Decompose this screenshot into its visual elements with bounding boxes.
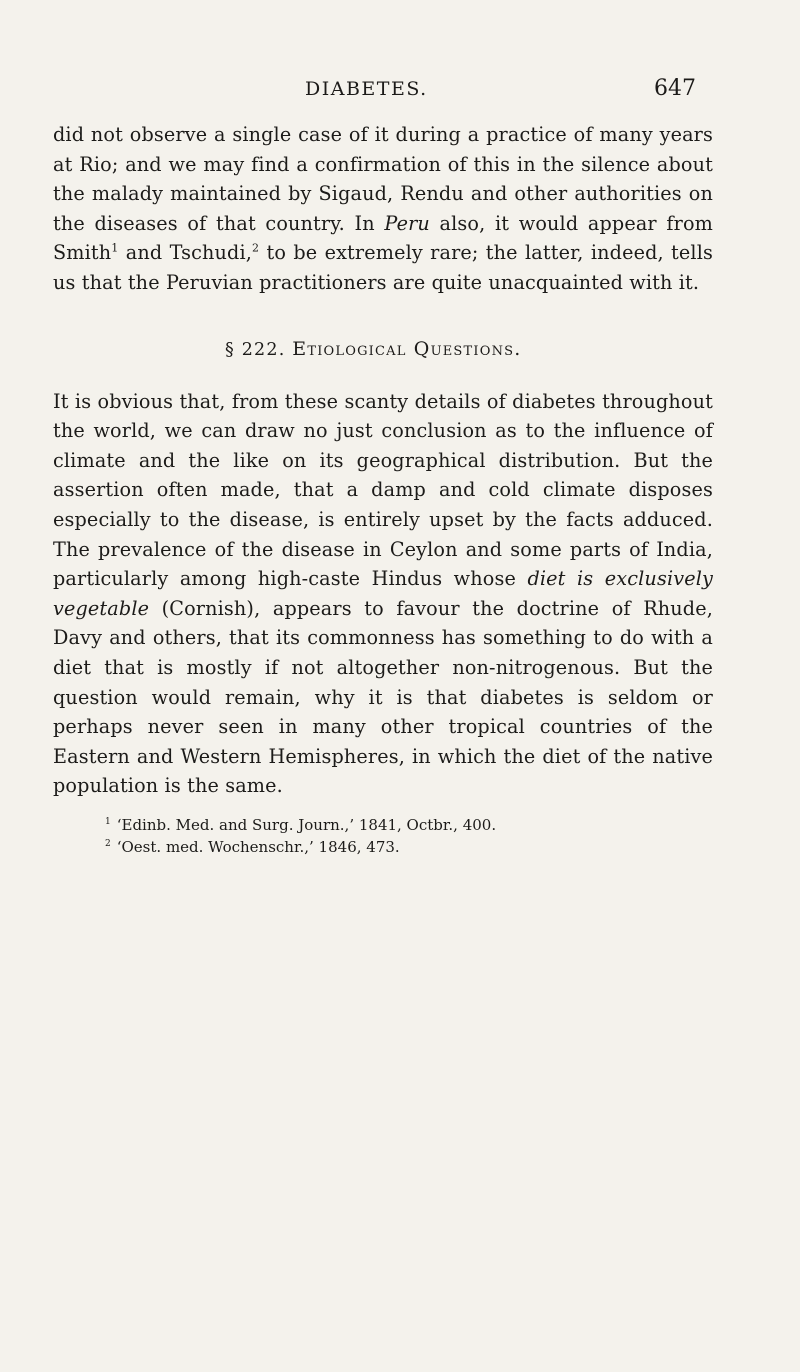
paragraph-2	[53, 387, 713, 801]
footnote-ref-1: 1	[111, 241, 119, 255]
paragraph-1-text-d: to be extremely rare; the latter, indeed, tells us that the Peruvian practitioners are quite unacquainted with it.	[53, 241, 713, 294]
paragraph-1-text-c: and Tschudi,	[118, 241, 253, 265]
footnote-ref-2: 2	[252, 241, 260, 255]
section-number: § 222.	[225, 339, 286, 360]
footnote-2-mark: 2	[105, 838, 111, 849]
footnote-2-text: ‘Oest. med. Wochenschr.,’ 1846, 473.	[116, 837, 400, 856]
paragraph-2-text-b: (Cornish), appears to favour the doctrine of Rhude, Davy and others, that its commonness has something to do with a diet that is mostly if not altogether non-nitrogenous. But the question would remain, why it is that diabetes is seldom or perhaps never seen in many other tropical countries of the Eastern and Western Hemispheres, in which the diet of the native population is the same.	[53, 596, 713, 798]
running-title: DIABETES.	[305, 78, 428, 100]
footnotes	[53, 813, 713, 857]
paragraph-1-text-b: also, it would appear from Smith	[53, 211, 713, 265]
paragraph-2-text-a: It is obvious that, from these scanty details of diabetes throughout the world, we can draw no just conclusion as to the influence of climate and the like on its geographical distribution. But the assertion often made, that a damp and cold climate disposes especially to the disease, is entirely upset by the facts adduced. The prevalence of the disease in Ceylon and some parts of India, particularly among high-caste Hindus whose	[53, 389, 713, 591]
section-heading	[53, 338, 713, 360]
page-number: 647	[654, 76, 696, 101]
footnote-2	[105, 835, 713, 857]
peru-italic: Peru	[384, 211, 430, 235]
footnote-1	[105, 813, 713, 835]
text-block	[53, 120, 713, 857]
footnote-1-mark: 1	[105, 816, 111, 827]
section-title: Etiological Questions.	[292, 337, 522, 360]
running-head	[0, 78, 800, 108]
footnote-1-text: ‘Edinb. Med. and Surg. Journ.,’ 1841, Octbr., 400.	[116, 815, 497, 834]
paragraph-1-text-a: did not observe a single case of it during a practice of many years at Rio; and we may find a confirmation of this in the silence about the malady maintained by Sigaud, Rendu and other authorities on the diseases of that country. In	[53, 123, 713, 235]
paragraph-1	[53, 120, 713, 298]
diet-italic: diet is exclusively vegetable	[53, 567, 713, 620]
